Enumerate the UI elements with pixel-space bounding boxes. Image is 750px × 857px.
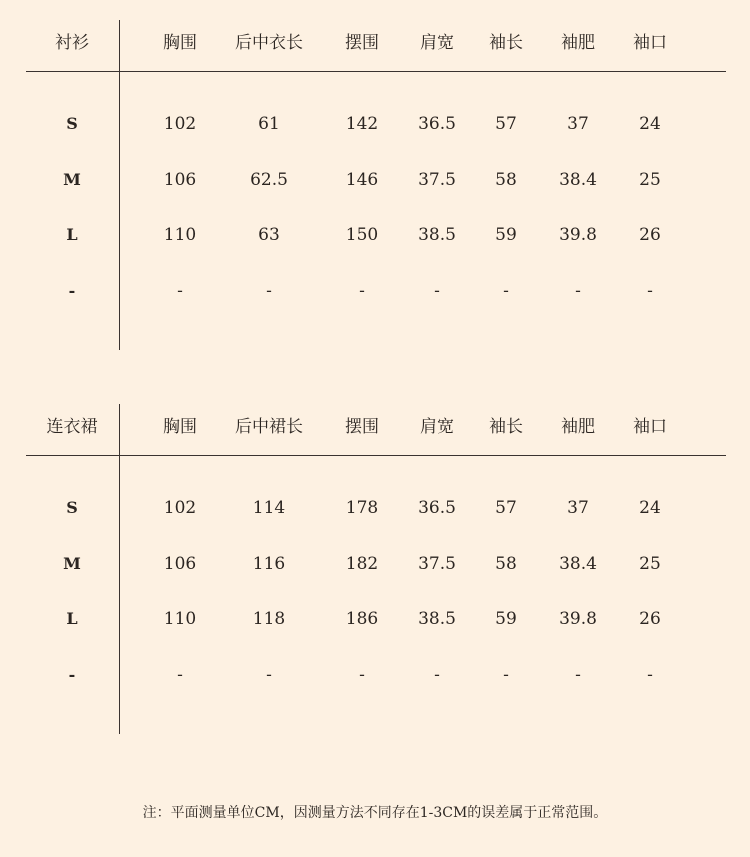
table-cell: - [575, 281, 581, 301]
size-label: - [68, 281, 76, 300]
header-shoulder: 肩宽 [420, 33, 454, 53]
table-cell: 118 [252, 609, 286, 629]
table-cell: 36.5 [418, 114, 456, 134]
table-cell: 114 [252, 498, 286, 518]
header-hem: 摆围 [345, 417, 379, 437]
size-label: L [66, 225, 78, 244]
table-cell: 106 [163, 554, 197, 574]
table-cell: 61 [258, 114, 280, 134]
table-cell: - [266, 665, 272, 685]
table-cell: 37 [567, 498, 589, 518]
table-cell: 39.8 [559, 609, 597, 629]
table-cell: - [177, 281, 183, 301]
header-back-length: 后中衣长 [235, 33, 303, 53]
table-cell: 25 [639, 170, 661, 190]
table-cell: 110 [163, 225, 197, 245]
table-cell: 38.4 [559, 554, 597, 574]
header-chest: 胸围 [163, 33, 197, 53]
header-cuff: 袖口 [633, 417, 667, 437]
header-chest: 胸围 [163, 417, 197, 437]
table-cell: 38.5 [418, 225, 456, 245]
table-cell: - [575, 665, 581, 685]
table-cell: 57 [495, 114, 517, 134]
table-cell: - [359, 665, 365, 685]
header-cuff: 袖口 [633, 33, 667, 53]
vertical-divider [119, 404, 120, 734]
table-cell: 106 [163, 170, 197, 190]
size-label: L [66, 609, 78, 628]
table-cell: 38.4 [559, 170, 597, 190]
table-cell: - [177, 665, 183, 685]
table-cell: - [503, 665, 509, 685]
table-cell: - [434, 665, 440, 685]
header-divider [26, 71, 726, 72]
table-cell: - [266, 281, 272, 301]
table-cell: 150 [345, 225, 379, 245]
table-cell: 37.5 [418, 554, 456, 574]
table-cell: 37 [567, 114, 589, 134]
table-cell: 59 [495, 609, 517, 629]
table-cell: 102 [163, 114, 197, 134]
header-sleeve-width: 袖肥 [561, 417, 595, 437]
table-cell: 116 [252, 554, 286, 574]
table-cell: - [503, 281, 509, 301]
header-sleeve-length: 袖长 [489, 417, 523, 437]
table-cell: 57 [495, 498, 517, 518]
table-cell: 24 [639, 114, 661, 134]
table-cell: 36.5 [418, 498, 456, 518]
table-cell: 58 [495, 554, 517, 574]
header-sleeve-width: 袖肥 [561, 33, 595, 53]
table-cell: 26 [639, 609, 661, 629]
table-cell: 178 [345, 498, 379, 518]
table-cell: - [647, 665, 653, 685]
table-cell: 142 [345, 114, 379, 134]
table-cell: 146 [345, 170, 379, 190]
header-back-length: 后中裙长 [235, 417, 303, 437]
table-cell: 37.5 [418, 170, 456, 190]
size-label: - [68, 665, 76, 684]
vertical-divider [119, 20, 120, 350]
size-label: S [66, 498, 78, 517]
table-cell: 110 [163, 609, 197, 629]
header-shoulder: 肩宽 [420, 417, 454, 437]
table-cell: 62.5 [250, 170, 288, 190]
table-cell: 25 [639, 554, 661, 574]
table-cell: 102 [163, 498, 197, 518]
table-cell: 26 [639, 225, 661, 245]
size-label: M [63, 170, 81, 189]
size-label: S [66, 114, 78, 133]
table-cell: 59 [495, 225, 517, 245]
header-sleeve-length: 袖长 [489, 33, 523, 53]
table-cell: 24 [639, 498, 661, 518]
header-hem: 摆围 [345, 33, 379, 53]
header-category: 连衣裙 [46, 417, 98, 437]
size-label: M [63, 554, 81, 573]
table-cell: - [434, 281, 440, 301]
table-cell: - [647, 281, 653, 301]
table-cell: 63 [258, 225, 280, 245]
table-cell: 39.8 [559, 225, 597, 245]
table-cell: 58 [495, 170, 517, 190]
table-cell: - [359, 281, 365, 301]
table-cell: 38.5 [418, 609, 456, 629]
table-cell: 182 [345, 554, 379, 574]
table-cell: 186 [345, 609, 379, 629]
header-category: 衬衫 [55, 33, 89, 53]
measurement-note: 注：平面测量单位CM，因测量方法不同存在1-3CM的误差属于正常范围。 [142, 805, 608, 821]
header-divider [26, 455, 726, 456]
